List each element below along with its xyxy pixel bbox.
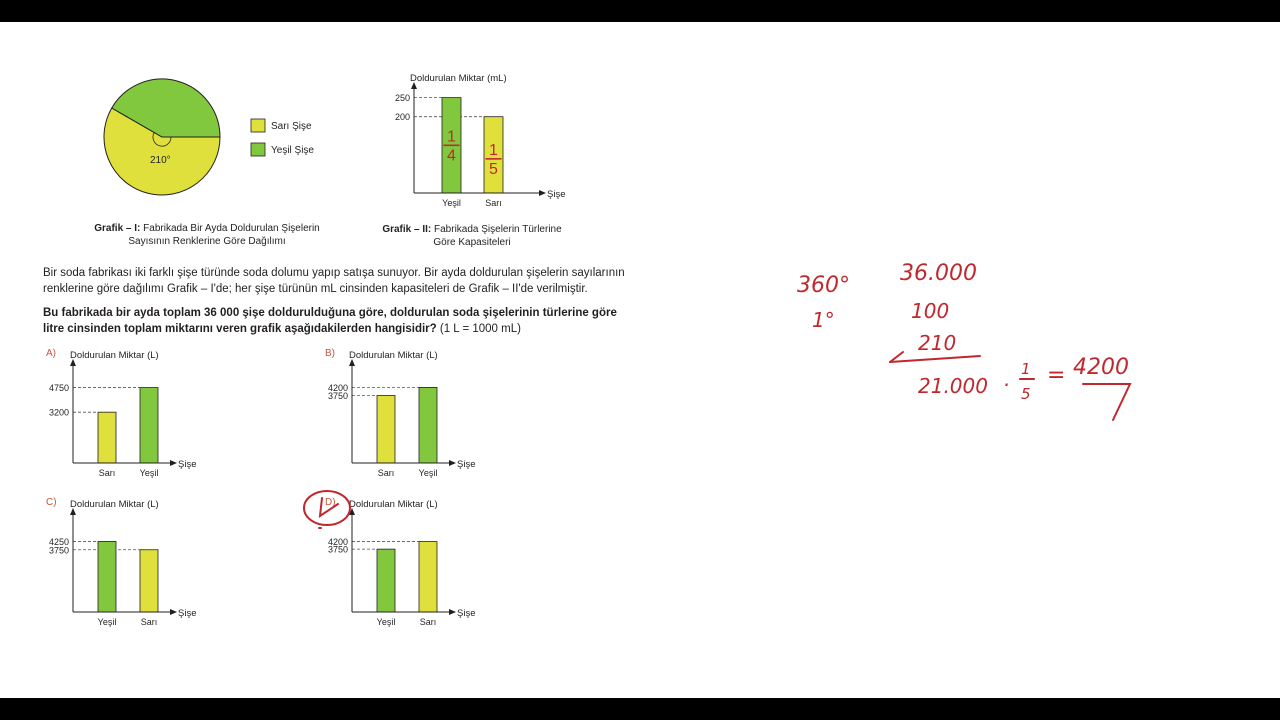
bar-annotation-num-0: 1 bbox=[447, 128, 456, 146]
y-tick-option-c-0: 4250 bbox=[48, 536, 69, 547]
x-tick-option-a-0: Sarı bbox=[98, 468, 116, 478]
option-label-option-d: D) bbox=[325, 497, 336, 508]
bar-annotation-num-1: 1 bbox=[489, 141, 498, 159]
x-axis-label-option-c: Şişe bbox=[178, 608, 197, 619]
option-label-option-c: C) bbox=[46, 497, 57, 508]
y-axis-label-grafik-2: Doldurulan Miktar (mL) bbox=[410, 73, 507, 84]
x-tick-grafik-2-1: Sarı bbox=[485, 198, 502, 208]
x-axis-label-option-b: Şişe bbox=[457, 459, 476, 470]
y-tick-option-a-0: 4750 bbox=[48, 383, 69, 394]
y-axis-label-option-a: Doldurulan Miktar (L) bbox=[70, 350, 159, 361]
handwriting-36000: 36.000 bbox=[900, 261, 977, 286]
handwriting-seven-arrow bbox=[1083, 384, 1130, 420]
x-tick-option-d-0: Yeşil bbox=[376, 617, 396, 627]
x-axis-label-option-d: Şişe bbox=[457, 608, 476, 619]
grafik-1-caption-line2: Sayısının Renklerine Göre Dağılımı bbox=[128, 236, 286, 247]
handwriting-21000: 21.000 bbox=[918, 374, 988, 398]
grafik-1-caption-text: Fabrikada Bir Ayda Doldurulan Şişelerin bbox=[140, 223, 320, 234]
option-label-option-a: A) bbox=[46, 348, 56, 359]
y-tick-option-c-1: 3750 bbox=[48, 545, 69, 556]
x-tick-option-a-1: Yeşil bbox=[139, 468, 159, 478]
grafik-2-caption-bold: Grafik – II: bbox=[382, 224, 432, 235]
y-tick-grafik-2-0: 250 bbox=[394, 93, 410, 104]
grafik-1-caption-bold: Grafik – I: bbox=[94, 223, 141, 234]
x-tick-option-c-0: Yeşil bbox=[97, 617, 117, 627]
bar-annotation-den-1: 5 bbox=[489, 160, 498, 178]
question-text: Bu fabrikada bir ayda toplam 36 000 şişe doldurulduğuna göre, doldurulan soda şişelerinin türlerine göre litre cinsinden toplam miktarını veren grafik aşağıdakilerden hangisidir? bbox=[43, 307, 617, 335]
x-tick-option-b-0: Sarı bbox=[377, 468, 395, 478]
x-axis-label-option-a: Şişe bbox=[178, 459, 197, 470]
x-tick-option-d-1: Sarı bbox=[419, 617, 437, 627]
x-tick-grafik-2-0: Yeşil bbox=[442, 198, 461, 208]
option-label-option-b: B) bbox=[325, 348, 335, 359]
y-tick-option-d-1: 3750 bbox=[327, 544, 348, 555]
y-tick-option-b-1: 3750 bbox=[327, 391, 348, 401]
problem-paragraph: Bir soda fabrikası iki farklı şişe türünde soda dolumu yapıp satışa sunuyor. Bir ayda doldurulan şişelerin sayılarının renklerine göre dağılımı Grafik – I'de; her şişe türünün mL cinsinden kapasiteleri de Grafik – II'de verilmiştir. bbox=[43, 267, 625, 295]
grafik-2-caption-line2: Göre Kapasiteleri bbox=[433, 237, 511, 248]
y-tick-option-b-0: 4200 bbox=[327, 382, 348, 393]
y-tick-option-a-1: 3200 bbox=[48, 407, 69, 418]
handwriting-check-mark bbox=[320, 498, 338, 516]
handwriting-underline bbox=[890, 356, 980, 362]
handwriting-fraction-num: 1 bbox=[1021, 360, 1031, 378]
legend-label-sari: Sarı Şişe bbox=[271, 121, 312, 132]
legend-label-yesil: Yeşil Şişe bbox=[271, 145, 314, 156]
x-tick-option-c-1: Sarı bbox=[140, 617, 158, 627]
handwriting-multiply-dot: · bbox=[1003, 373, 1010, 397]
handwriting-result-4200: 4200 bbox=[1073, 355, 1129, 380]
bar-annotation-den-0: 4 bbox=[447, 147, 456, 165]
x-tick-option-b-1: Yeşil bbox=[418, 468, 438, 478]
y-tick-grafik-2-1: 200 bbox=[394, 112, 410, 123]
handwriting-360-degrees: 360° bbox=[797, 273, 850, 298]
pie-angle-label: 210° bbox=[150, 155, 171, 166]
y-tick-option-d-0: 4200 bbox=[327, 537, 348, 548]
handwriting-210: 210 bbox=[918, 331, 957, 355]
handwriting-equals: = bbox=[1047, 363, 1066, 388]
handwriting-100: 100 bbox=[911, 299, 950, 323]
x-axis-label-grafik-2: Şişe bbox=[547, 189, 566, 200]
handwriting-1-degree: 1° bbox=[812, 308, 835, 332]
handwriting-fraction-den: 5 bbox=[1021, 385, 1031, 403]
y-axis-label-option-c: Doldurulan Miktar (L) bbox=[70, 499, 159, 510]
worksheet-page bbox=[0, 22, 1280, 698]
y-axis-label-option-d: Doldurulan Miktar (L) bbox=[349, 499, 438, 510]
unit-note: (1 L = 1000 mL) bbox=[439, 323, 521, 335]
handwriting-circle-option-d bbox=[304, 491, 350, 525]
y-axis-label-option-b: Doldurulan Miktar (L) bbox=[349, 350, 438, 361]
handwriting-layer bbox=[0, 22, 1280, 698]
grafik-2-caption-text: Fabrikada Şişelerin Türlerine bbox=[431, 224, 562, 235]
